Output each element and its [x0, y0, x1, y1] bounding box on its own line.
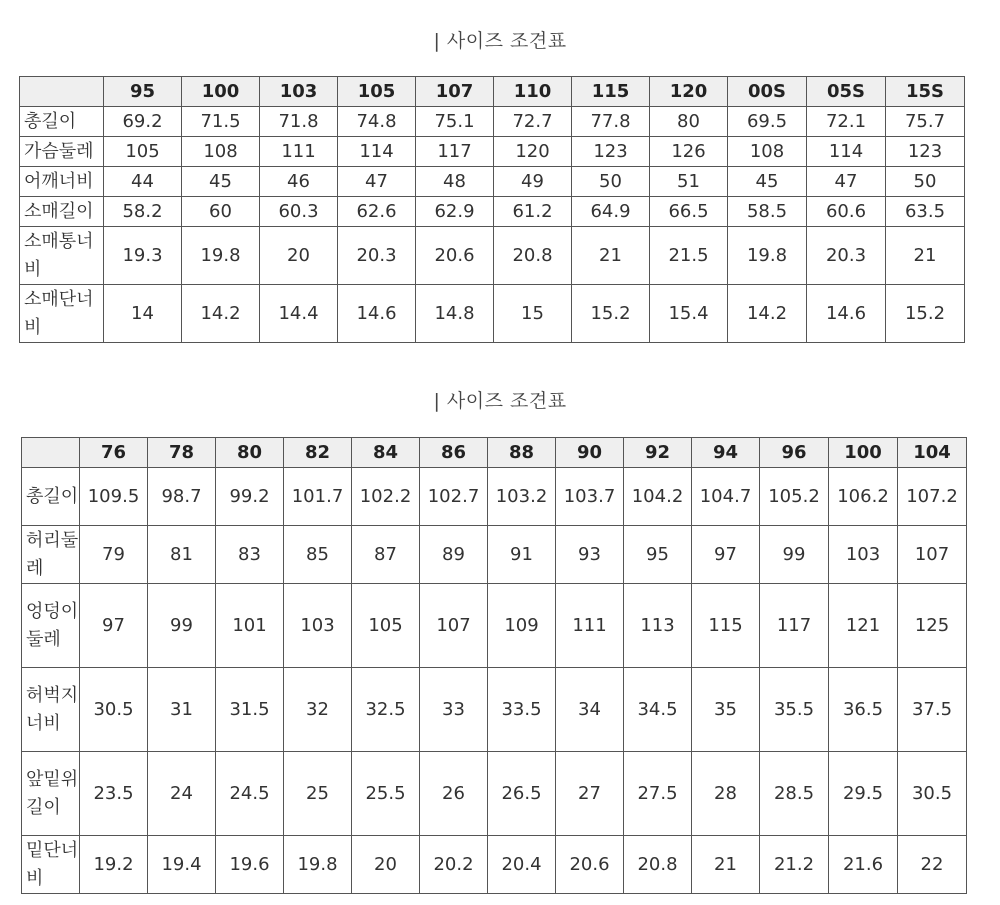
table-cell: 85	[284, 526, 352, 584]
table-cell: 98.7	[148, 468, 216, 526]
table-cell: 45	[728, 167, 807, 197]
table-cell: 20.3	[338, 227, 416, 285]
table-cell: 102.2	[352, 468, 420, 526]
table-cell: 21	[886, 227, 965, 285]
table-cell: 72.7	[494, 107, 572, 137]
table-cell: 66.5	[650, 197, 728, 227]
table-cell: 108	[728, 137, 807, 167]
table-cell: 107	[898, 526, 967, 584]
header-cell-size: 84	[352, 438, 420, 468]
table-cell: 21.6	[829, 836, 898, 894]
table-cell: 72.1	[807, 107, 886, 137]
table-cell: 80	[650, 107, 728, 137]
table-cell: 99	[760, 526, 829, 584]
header-cell-blank	[20, 77, 104, 107]
table-cell: 105.2	[760, 468, 829, 526]
table-cell: 15	[494, 285, 572, 343]
table-cell: 14.2	[182, 285, 260, 343]
table-cell: 35.5	[760, 668, 829, 752]
table-cell: 26.5	[488, 752, 556, 836]
header-cell-size: 110	[494, 77, 572, 107]
table-row	[20, 137, 965, 167]
table-cell: 26	[420, 752, 488, 836]
table-cell: 27.5	[624, 752, 692, 836]
table-cell: 20.2	[420, 836, 488, 894]
table-row	[22, 584, 967, 668]
table-cell: 104.7	[692, 468, 760, 526]
table-cell: 60.6	[807, 197, 886, 227]
table-cell: 34	[556, 668, 624, 752]
table-cell: 87	[352, 526, 420, 584]
header-cell-size: 88	[488, 438, 556, 468]
table-cell: 111	[260, 137, 338, 167]
table-cell: 79	[80, 526, 148, 584]
table-cell: 32.5	[352, 668, 420, 752]
table-cell: 117	[416, 137, 494, 167]
table-cell: 14.4	[260, 285, 338, 343]
table-cell: 51	[650, 167, 728, 197]
table-cell: 28.5	[760, 752, 829, 836]
row-label: 밑단너비	[22, 836, 80, 894]
table-cell: 47	[807, 167, 886, 197]
table-cell: 46	[260, 167, 338, 197]
table-cell: 58.2	[104, 197, 182, 227]
row-label: 가슴둘레	[20, 137, 104, 167]
table-cell: 15.2	[572, 285, 650, 343]
table-row	[22, 752, 967, 836]
row-label: 소매길이	[20, 197, 104, 227]
table-cell: 106.2	[829, 468, 898, 526]
table-row	[22, 468, 967, 526]
header-cell-size: 90	[556, 438, 624, 468]
header-cell-size: 15S	[886, 77, 965, 107]
table-cell: 32	[284, 668, 352, 752]
table-row	[22, 668, 967, 752]
table-cell: 114	[338, 137, 416, 167]
table-cell: 14	[104, 285, 182, 343]
table-cell: 83	[216, 526, 284, 584]
table-cell: 69.2	[104, 107, 182, 137]
table-cell: 74.8	[338, 107, 416, 137]
table-cell: 75.1	[416, 107, 494, 137]
table-cell: 50	[572, 167, 650, 197]
header-cell-size: 82	[284, 438, 352, 468]
table-cell: 33	[420, 668, 488, 752]
header-cell-size: 92	[624, 438, 692, 468]
table-cell: 103	[829, 526, 898, 584]
table-cell: 77.8	[572, 107, 650, 137]
table-cell: 20.3	[807, 227, 886, 285]
table-cell: 81	[148, 526, 216, 584]
table-row	[20, 197, 965, 227]
table-cell: 109	[488, 584, 556, 668]
table-cell: 24.5	[216, 752, 284, 836]
table-cell: 103	[284, 584, 352, 668]
table-cell: 95	[624, 526, 692, 584]
table-cell: 37.5	[898, 668, 967, 752]
table-cell: 19.4	[148, 836, 216, 894]
table-cell: 75.7	[886, 107, 965, 137]
table-cell: 21	[692, 836, 760, 894]
bottom-size-table	[21, 437, 967, 894]
table-cell: 103.7	[556, 468, 624, 526]
table-cell: 108	[182, 137, 260, 167]
table-cell: 31	[148, 668, 216, 752]
table-cell: 104.2	[624, 468, 692, 526]
table-cell: 89	[420, 526, 488, 584]
header-cell-size: 94	[692, 438, 760, 468]
table-cell: 103.2	[488, 468, 556, 526]
table-cell: 121	[829, 584, 898, 668]
top-size-table	[19, 76, 965, 343]
table-cell: 23.5	[80, 752, 148, 836]
header-cell-size: 80	[216, 438, 284, 468]
table-cell: 109.5	[80, 468, 148, 526]
table-cell: 117	[760, 584, 829, 668]
table-cell: 99.2	[216, 468, 284, 526]
header-cell-size: 103	[260, 77, 338, 107]
row-label: 허벅지너비	[22, 668, 80, 752]
header-cell-size: 107	[416, 77, 494, 107]
table-cell: 14.6	[807, 285, 886, 343]
table-cell: 28	[692, 752, 760, 836]
table-cell: 63.5	[886, 197, 965, 227]
table-cell: 20	[352, 836, 420, 894]
table-cell: 64.9	[572, 197, 650, 227]
table-cell: 21.5	[650, 227, 728, 285]
table-cell: 114	[807, 137, 886, 167]
row-label: 소매단너비	[20, 285, 104, 343]
header-cell-size: 100	[829, 438, 898, 468]
header-cell-size: 115	[572, 77, 650, 107]
table-cell: 97	[692, 526, 760, 584]
size-chart-title-bottom: | 사이즈 조견표	[433, 390, 567, 412]
header-cell-size: 05S	[807, 77, 886, 107]
table-cell: 14.6	[338, 285, 416, 343]
table-cell: 91	[488, 526, 556, 584]
table-cell: 107.2	[898, 468, 967, 526]
table-cell: 19.3	[104, 227, 182, 285]
table-cell: 15.4	[650, 285, 728, 343]
table-cell: 15.2	[886, 285, 965, 343]
table-cell: 22	[898, 836, 967, 894]
header-cell-size: 96	[760, 438, 829, 468]
header-cell-size: 105	[338, 77, 416, 107]
table-cell: 71.8	[260, 107, 338, 137]
table-cell: 101.7	[284, 468, 352, 526]
table-cell: 50	[886, 167, 965, 197]
table-cell: 62.9	[416, 197, 494, 227]
header-cell-size: 86	[420, 438, 488, 468]
table-cell: 21.2	[760, 836, 829, 894]
table-cell: 35	[692, 668, 760, 752]
table-cell: 105	[104, 137, 182, 167]
table-cell: 105	[352, 584, 420, 668]
header-cell-size: 100	[182, 77, 260, 107]
table-cell: 20.8	[624, 836, 692, 894]
header-cell-size: 104	[898, 438, 967, 468]
table-cell: 101	[216, 584, 284, 668]
header-cell-size: 78	[148, 438, 216, 468]
table-cell: 30.5	[80, 668, 148, 752]
table-cell: 113	[624, 584, 692, 668]
table-cell: 126	[650, 137, 728, 167]
table-cell: 30.5	[898, 752, 967, 836]
table-cell: 49	[494, 167, 572, 197]
row-label: 허리둘레	[22, 526, 80, 584]
table-row	[22, 836, 967, 894]
table-cell: 19.8	[728, 227, 807, 285]
size-chart-title-top: | 사이즈 조견표	[433, 30, 567, 52]
table-cell: 19.6	[216, 836, 284, 894]
table-cell: 25.5	[352, 752, 420, 836]
table-cell: 29.5	[829, 752, 898, 836]
table-cell: 36.5	[829, 668, 898, 752]
table-cell: 27	[556, 752, 624, 836]
table-row	[20, 285, 965, 343]
table-cell: 60.3	[260, 197, 338, 227]
table-cell: 24	[148, 752, 216, 836]
table-cell: 62.6	[338, 197, 416, 227]
header-cell-size: 00S	[728, 77, 807, 107]
table-cell: 99	[148, 584, 216, 668]
header-cell-size: 120	[650, 77, 728, 107]
table-row	[20, 227, 965, 285]
row-label: 총길이	[20, 107, 104, 137]
table-cell: 120	[494, 137, 572, 167]
row-label: 소매통너비	[20, 227, 104, 285]
table-cell: 61.2	[494, 197, 572, 227]
table-cell: 48	[416, 167, 494, 197]
table-row	[20, 167, 965, 197]
table-cell: 33.5	[488, 668, 556, 752]
table-cell: 97	[80, 584, 148, 668]
table-cell: 25	[284, 752, 352, 836]
table-cell: 69.5	[728, 107, 807, 137]
table-header-row	[20, 77, 965, 107]
table-cell: 19.8	[182, 227, 260, 285]
table-cell: 14.2	[728, 285, 807, 343]
table-cell: 107	[420, 584, 488, 668]
row-label: 앞밑위길이	[22, 752, 80, 836]
header-cell-size: 76	[80, 438, 148, 468]
table-cell: 115	[692, 584, 760, 668]
table-cell: 47	[338, 167, 416, 197]
table-header-row	[22, 438, 967, 468]
table-cell: 14.8	[416, 285, 494, 343]
row-label: 엉덩이둘레	[22, 584, 80, 668]
table-cell: 125	[898, 584, 967, 668]
table-cell: 45	[182, 167, 260, 197]
table-cell: 21	[572, 227, 650, 285]
table-cell: 60	[182, 197, 260, 227]
table-cell: 102.7	[420, 468, 488, 526]
table-row	[22, 526, 967, 584]
header-cell-blank	[22, 438, 80, 468]
table-cell: 123	[572, 137, 650, 167]
table-cell: 123	[886, 137, 965, 167]
table-cell: 19.2	[80, 836, 148, 894]
table-cell: 58.5	[728, 197, 807, 227]
table-cell: 19.8	[284, 836, 352, 894]
table-cell: 34.5	[624, 668, 692, 752]
table-cell: 20.6	[416, 227, 494, 285]
table-cell: 111	[556, 584, 624, 668]
table-cell: 44	[104, 167, 182, 197]
row-label: 총길이	[22, 468, 80, 526]
table-cell: 93	[556, 526, 624, 584]
table-cell: 20.4	[488, 836, 556, 894]
table-cell: 20.6	[556, 836, 624, 894]
table-cell: 31.5	[216, 668, 284, 752]
table-cell: 20.8	[494, 227, 572, 285]
row-label: 어깨너비	[20, 167, 104, 197]
table-cell: 71.5	[182, 107, 260, 137]
header-cell-size: 95	[104, 77, 182, 107]
table-cell: 20	[260, 227, 338, 285]
table-row	[20, 107, 965, 137]
